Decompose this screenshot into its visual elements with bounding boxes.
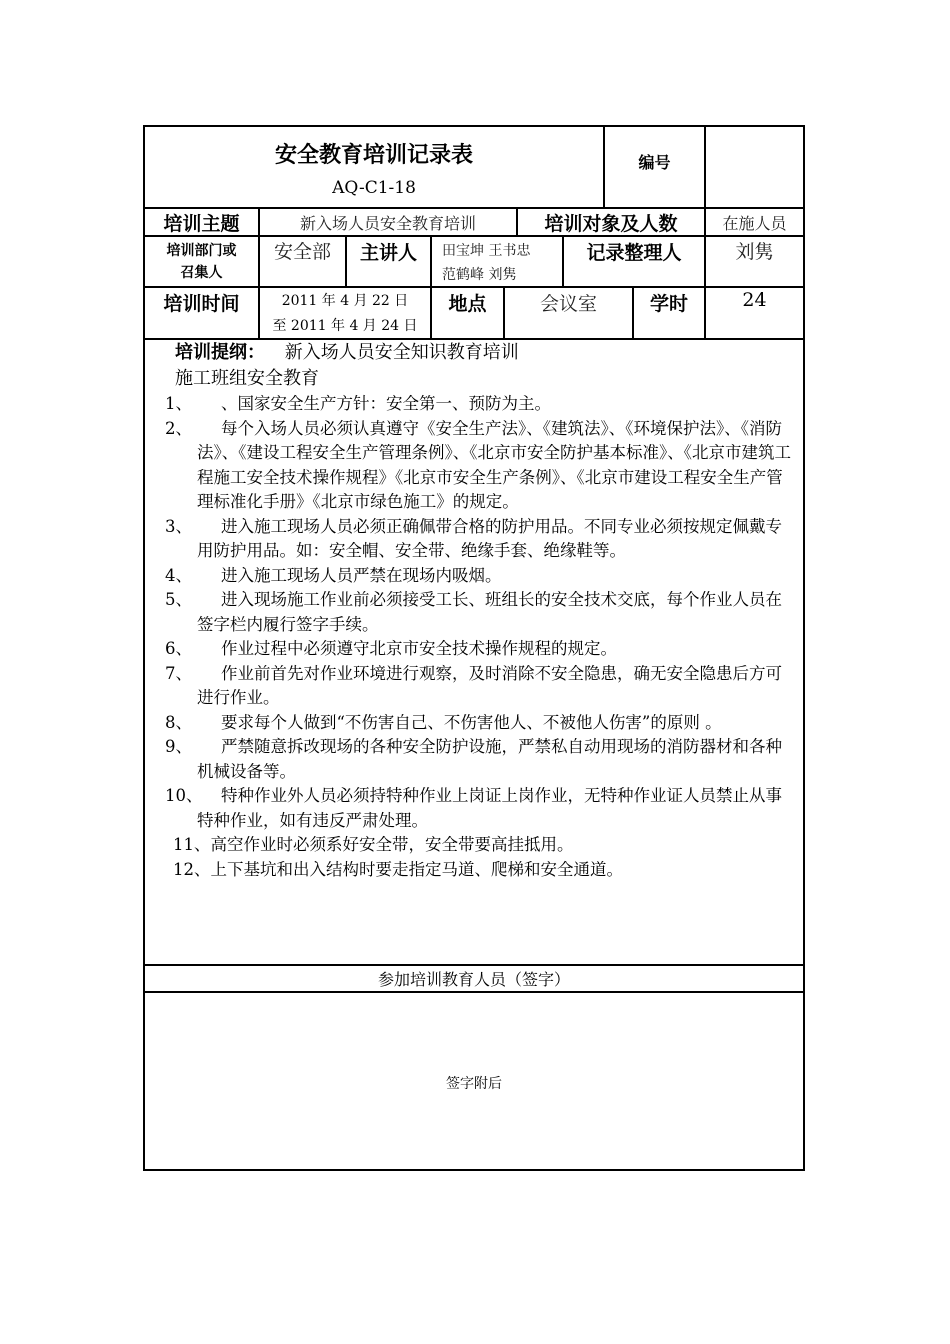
outline-item <box>165 735 797 784</box>
outline-items-extra <box>165 833 797 882</box>
col-divider <box>430 235 432 287</box>
signature-header: 参加培训教育人员（签字） <box>377 970 570 989</box>
outline-item <box>165 637 797 662</box>
form-title: 安全教育培训记录表 <box>274 143 473 168</box>
outline-item <box>165 515 797 564</box>
outline-item-number: 2、 <box>165 418 192 438</box>
outline-item-text: 每个入场人员必须认真遵守《安全生产法》、《建筑法》、《环境保护法》、《消防法》、《建设工程安全生产管理条例》、《北京市安全防护基本标准》、《北京市建筑工程施工安全技术操作规程》《北京市安全生产条例》、《北京市建设工程安全生产管理标准化手册》《北京市绿色施工》的规定。 <box>197 418 791 511</box>
outline-label: 培训提纲： <box>175 342 265 363</box>
target-label: 培训对象及人数 <box>544 213 678 235</box>
outline-item <box>165 711 797 736</box>
outline-item-number: 1、 <box>165 394 192 413</box>
speaker-line2: 范鹤峰 刘隽 <box>442 267 517 283</box>
time-line1: 2011 年 4 月 22 日 <box>281 293 409 309</box>
speaker-line1: 田宝坤 王书忠 <box>442 243 531 259</box>
target-value: 在施人员 <box>722 214 787 233</box>
training-outline <box>165 340 797 882</box>
number-label: 编号 <box>638 153 671 172</box>
speaker-label: 主讲人 <box>359 242 417 264</box>
time-label: 培训时间 <box>163 293 240 315</box>
outline-item-number: 7、 <box>165 663 192 683</box>
signature-note: 签字附后 <box>446 1076 502 1092</box>
hours-value: 24 <box>742 289 767 311</box>
topic-value: 新入场人员安全教育培训 <box>299 214 476 233</box>
recorder-label: 记录整理人 <box>586 242 682 264</box>
row-divider <box>143 991 805 993</box>
speaker-names <box>442 239 562 287</box>
form-code: AQ-C1-18 <box>332 178 416 198</box>
outline-item-number: 5、 <box>165 590 192 609</box>
topic-label: 培训主题 <box>163 213 240 235</box>
outline-item-number: 6、 <box>165 639 192 658</box>
place-label: 地点 <box>448 293 487 315</box>
outline-item <box>165 417 797 515</box>
outline-item-number: 10、 <box>165 786 203 805</box>
outline-item-number: 9、 <box>165 737 192 756</box>
outline-item <box>165 662 797 711</box>
time-line2: 至 2011 年 4 月 24 日 <box>272 318 418 334</box>
hours-label: 学时 <box>649 293 688 315</box>
outline-item <box>165 564 797 589</box>
dept-label <box>145 240 258 284</box>
outline-item-text: 进入现场施工作业前必须接受工长、班组长的安全技术交底，每个作业人员在签字栏内履行签字手续。 <box>197 590 782 634</box>
outline-item-text: 特种作业外人员必须持特种作业上岗证上岗作业，无特种作业证人员禁止从事特种作业，如有违反严肃处理。 <box>197 786 782 830</box>
outline-items <box>165 392 797 833</box>
outline-item <box>165 392 797 417</box>
dept-label-line1: 培训部门或 <box>166 243 237 259</box>
dept-value: 安全部 <box>273 241 331 263</box>
outline-item: 11、高空作业时必须系好安全带，安全带要高挂抵用。 <box>173 835 574 854</box>
outline-item-text: 作业过程中必须遵守北京市安全技术操作规程的规定。 <box>221 639 617 658</box>
outline-item-text: 要求每个人做到“不伤害自己、不伤害他人、不被他人伤害”的原则 。 <box>221 712 722 732</box>
dept-label-line2: 召集人 <box>180 265 223 281</box>
outline-item-number: 3、 <box>165 516 192 536</box>
outline-item-number: 4、 <box>165 565 192 585</box>
outline-item <box>165 784 797 833</box>
outline-item: 12、上下基坑和出入结构时要走指定马道、爬梯和安全通道。 <box>173 859 623 879</box>
place-value: 会议室 <box>539 293 597 315</box>
row-divider <box>143 964 805 966</box>
outline-heading-line <box>165 340 797 366</box>
outline-heading1: 新入场人员安全知识教育培训 <box>284 342 519 363</box>
col-divider <box>704 125 706 208</box>
outline-item <box>165 588 797 637</box>
outline-item-text: 、国家安全生产方针：安全第一、预防为主。 <box>221 394 551 413</box>
outline-item-text: 进入施工现场人员必须正确佩带合格的防护用品。不同专业必须按规定佩戴专用防护用品。如：安全帽、安全带、绝缘手套、绝缘鞋等。 <box>197 516 782 560</box>
time-value <box>260 289 430 339</box>
outline-item-text: 作业前首先对作业环境进行观察，及时消除不安全隐患，确无安全隐患后方可进行作业。 <box>197 663 782 707</box>
outline-heading2: 施工班组安全教育 <box>175 368 319 389</box>
recorder-value: 刘隽 <box>735 241 774 263</box>
outline-item-number: 8、 <box>165 712 192 732</box>
outline-item-text: 严禁随意拆改现场的各种安全防护设施，严禁私自动用现场的消防器材和各种机械设备等。 <box>197 737 782 781</box>
outline-item-text: 进入施工现场人员严禁在现场内吸烟。 <box>221 565 502 585</box>
